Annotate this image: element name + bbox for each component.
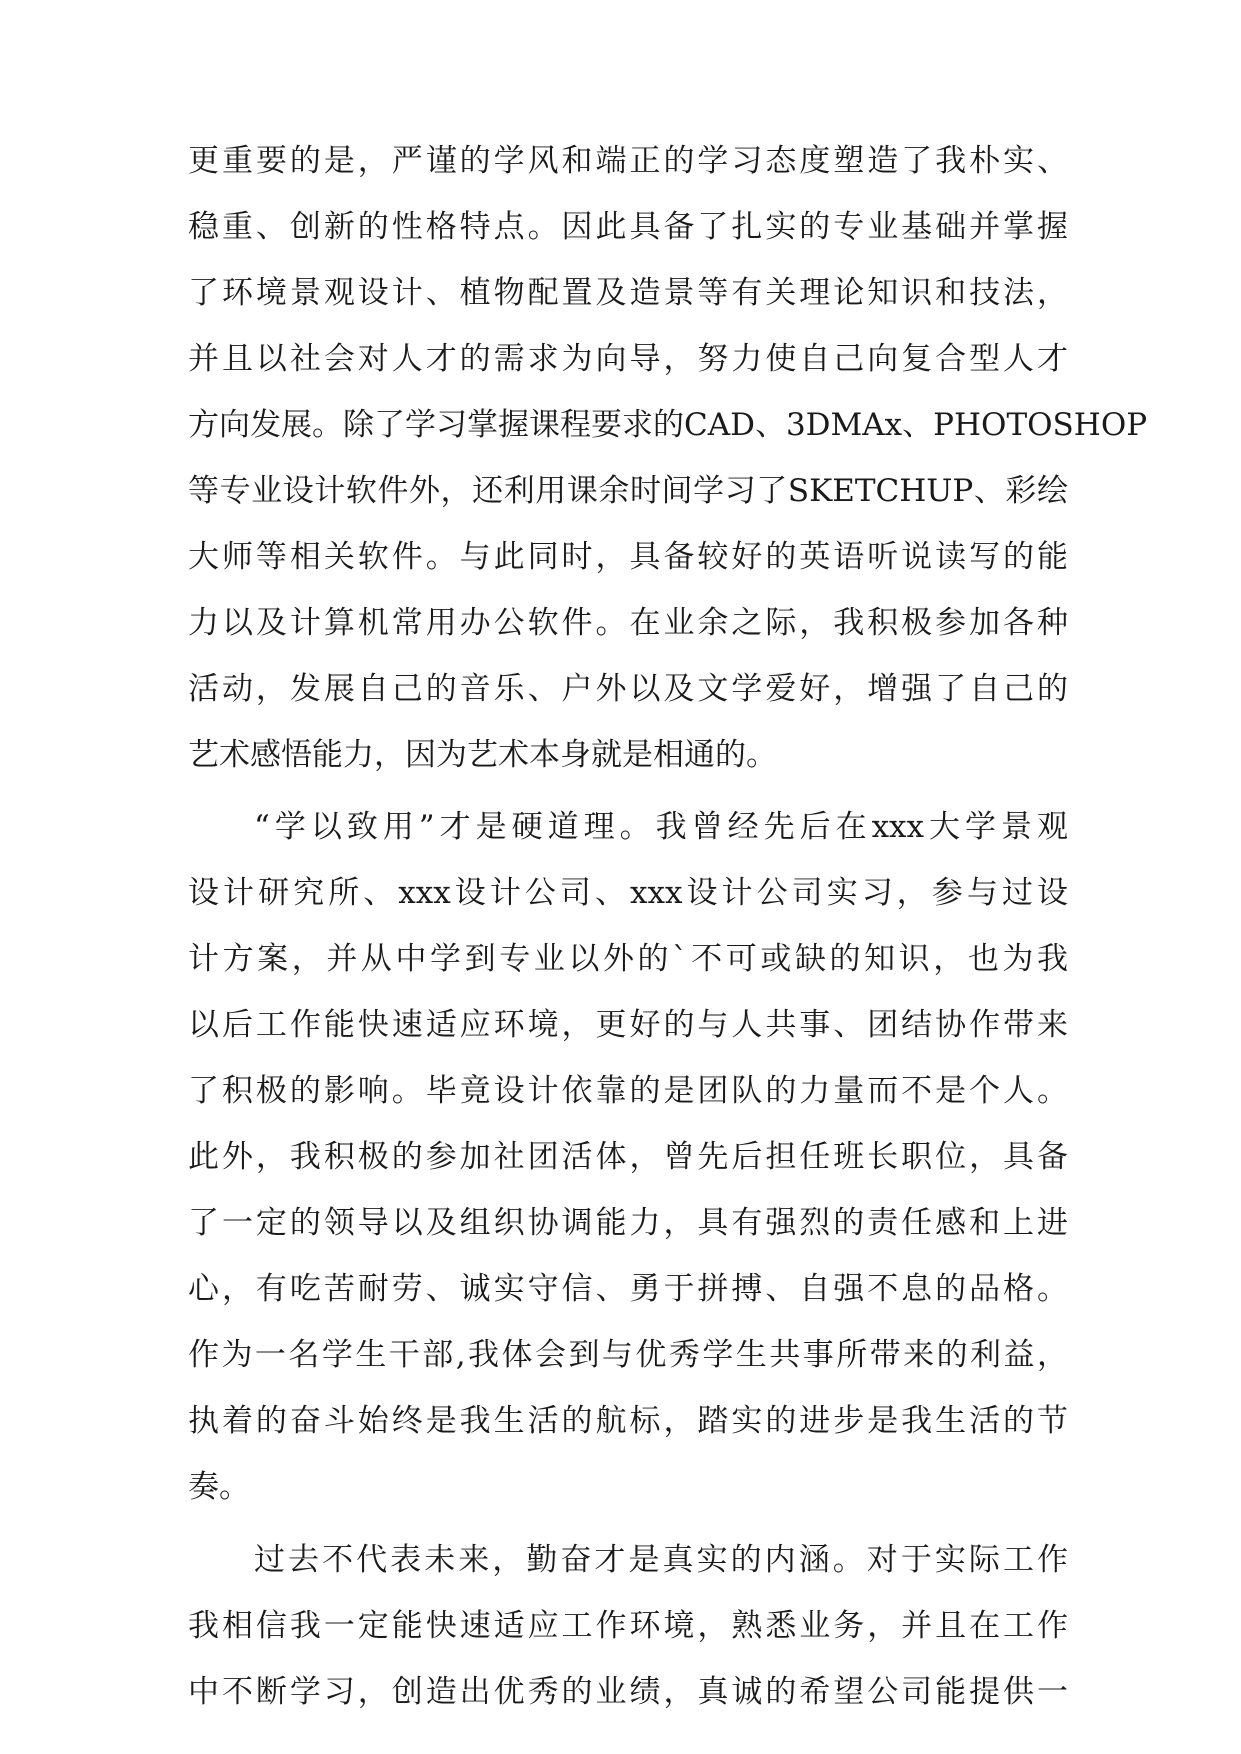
text-line: 心，有吃苦耐劳、诚实守信、勇于拼搏、自强不息的品格。 <box>188 1271 1068 1307</box>
text-line: 艺术感悟能力，因为艺术本身就是相通的。 <box>188 737 777 773</box>
text-line: 此外，我积极的参加社团活体，曾先后担任班长职位，具备 <box>188 1139 1068 1175</box>
text-line: 大师等相关软件。与此同时，具备较好的英语听说读写的能 <box>188 539 1068 575</box>
text-line: 了一定的领导以及组织协调能力，具有强烈的责任感和上进 <box>188 1205 1068 1241</box>
text-line: 以后工作能快速适应环境，更好的与人共事、团结协作带来 <box>188 1007 1068 1043</box>
text-line: 计方案，并从中学到专业以外的`不可或缺的知识，也为我 <box>188 941 1068 977</box>
text-line: 并且以社会对人才的需求为向导，努力使自己向复合型人才 <box>188 341 1068 377</box>
text-line: 方向发展。除了学习掌握课程要求的CAD、3DMAx、PHOTOSHOP <box>188 407 1148 443</box>
text-line: 过去不代表未来，勤奋才是真实的内涵。对于实际工作 <box>254 1542 1068 1578</box>
text-line: 奏。 <box>188 1469 250 1505</box>
text-line: 执着的奋斗始终是我生活的航标，踏实的进步是我生活的节 <box>188 1403 1068 1439</box>
text-line: 设计研究所、xxx设计公司、xxx设计公司实习，参与过设 <box>188 875 1068 911</box>
text-line: 等专业设计软件外，还利用课余时间学习了SKETCHUP、彩绘 <box>188 473 1068 509</box>
text-line: 稳重、创新的性格特点。因此具备了扎实的专业基础并掌握 <box>188 209 1068 245</box>
text-line: 了积极的影响。毕竟设计依靠的是团队的力量而不是个人。 <box>188 1073 1068 1109</box>
text-line: 了环境景观设计、植物配置及造景等有关理论知识和技法， <box>188 275 1068 311</box>
text-line: 力以及计算机常用办公软件。在业余之际，我积极参加各种 <box>188 605 1068 641</box>
text-line: 活动，发展自己的音乐、户外以及文学爱好，增强了自己的 <box>188 671 1068 707</box>
text-line: 作为一名学生干部,我体会到与优秀学生共事所带来的利益， <box>188 1337 1068 1373</box>
text-line: 我相信我一定能快速适应工作环境，熟悉业务，并且在工作 <box>188 1608 1068 1644</box>
text-line: 中不断学习，创造出优秀的业绩，真诚的希望公司能提供一 <box>188 1674 1068 1710</box>
text-line: 更重要的是，严谨的学风和端正的学习态度塑造了我朴实、 <box>188 143 1068 179</box>
text-line: “学以致用”才是硬道理。我曾经先后在xxx大学景观 <box>254 809 1068 845</box>
